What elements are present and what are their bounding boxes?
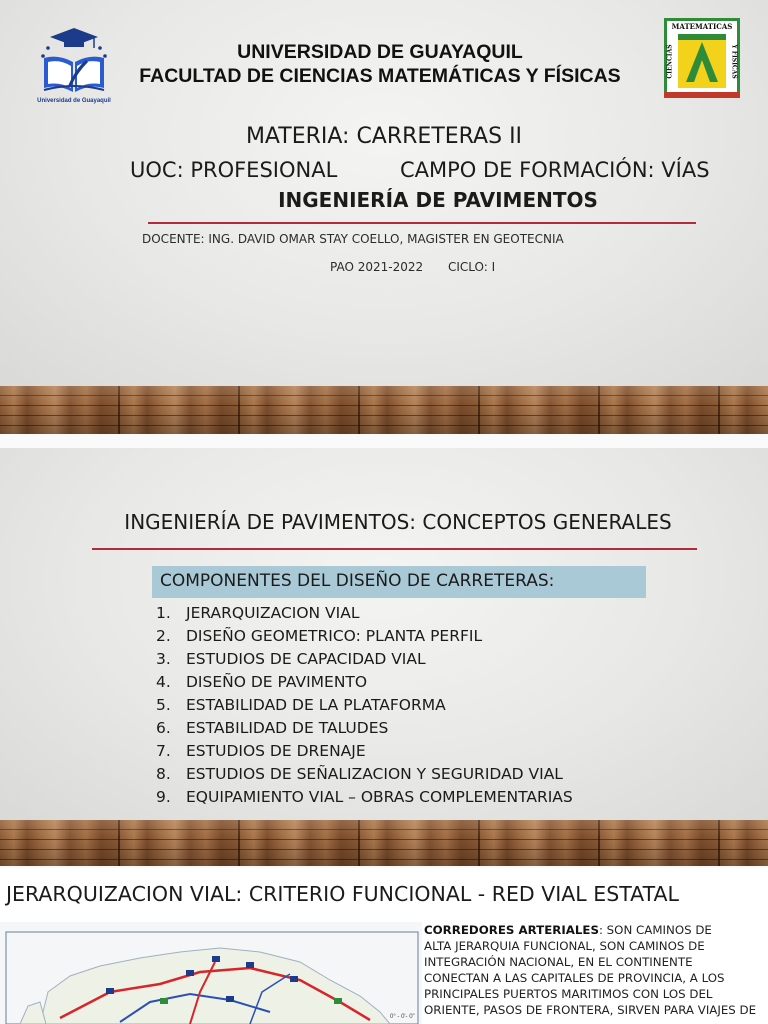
university-logo [28,24,120,110]
list-item: 9. EQUIPAMIENTO VIAL – OBRAS COMPLEMENTARIAS [156,788,573,806]
road-hierarchy-title: JERARQUIZACION VIAL: CRITERIO FUNCIONAL - RED VIAL ESTATAL [6,882,679,906]
university-name: UNIVERSIDAD DE GUAYAQUIL [237,41,523,63]
list-item: 2. DISEÑO GEOMETRICO: PLANTA PERFIL [156,627,483,645]
components-heading-box [152,566,646,598]
wood-floor-strip [0,820,768,866]
arterial-corridors-term: CORREDORES ARTERIALES [424,923,599,937]
academic-period: PAO 2021-2022 [330,260,424,274]
wood-floor-strip [0,386,768,434]
subject-title: INGENIERÍA DE PAVIMENTOS [278,188,598,212]
list-item: 3. ESTUDIOS DE CAPACIDAD VIAL [156,650,426,668]
slide-gap [0,434,768,448]
logo-caption: Universidad de Guayaquil [37,98,111,104]
concepts-divider [92,548,697,550]
components-heading: COMPONENTES DEL DISEÑO DE CARRETERAS: [160,571,555,591]
course-name: MATERIA: CARRETERAS II [245,124,523,149]
faculty-logo [664,18,740,98]
uoc-label: UOC: PROFESIONAL [130,158,338,182]
campo-label: CAMPO DE FORMACIÓN: VÍAS [400,158,710,182]
map-icon [0,922,422,1024]
teacher-info: DOCENTE: ING. DAVID OMAR STAY COELLO, MAGISTER EN GEOTECNIA [142,232,564,246]
title-slide [0,0,768,386]
list-item: 5. ESTABILIDAD DE LA PLATAFORMA [156,696,446,714]
cycle-label: CICLO: I [448,260,496,274]
title-divider [148,222,696,224]
components-list [156,602,716,809]
concepts-slide [0,448,768,820]
faculty-logo-left-text: CIENCIAS [666,44,674,79]
faculty-logo-top-text: MATEMATICAS [671,22,733,31]
list-item: 7. ESTUDIOS DE DRENAJE [156,742,366,760]
road-hierarchy-slide [0,868,768,1024]
map-coordinate-label: 0° - 0'- 0" [390,1014,415,1020]
university-logo-icon [28,24,120,100]
faculty-logo-right-text: Y FISICAS [730,44,738,79]
concepts-title: INGENIERÍA DE PAVIMENTOS: CONCEPTOS GENERALES [124,510,672,534]
list-item: 8. ESTUDIOS DE SEÑALIZACION Y SEGURIDAD VIAL [156,765,563,783]
faculty-name: FACULTAD DE CIENCIAS MATEMÁTICAS Y FÍSICAS [139,65,621,87]
arterial-corridors-description: CORREDORES ARTERIALES: SON CAMINOS DE ALTA JERARQUIA FUNCIONAL, SON CAMINOS DE INTEGRACIÓN NACIONAL, EN EL CONTINENTE CONECTAN A LAS CAPITALES DE PROVINCIA, A LOS PRINCIPALES PUERTOS MARITIMOS CON LOS DEL ORIENTE, PASOS DE FRONTERA, SIRVEN PARA VIAJES DE [424,923,757,1017]
list-item: 4. DISEÑO DE PAVIMENTO [156,673,368,691]
road-network-map [0,922,422,1024]
list-item: 1. JERARQUIZACION VIAL [156,604,360,622]
institution-heading [110,40,650,88]
list-item: 6. ESTABILIDAD DE TALUDES [156,719,389,737]
